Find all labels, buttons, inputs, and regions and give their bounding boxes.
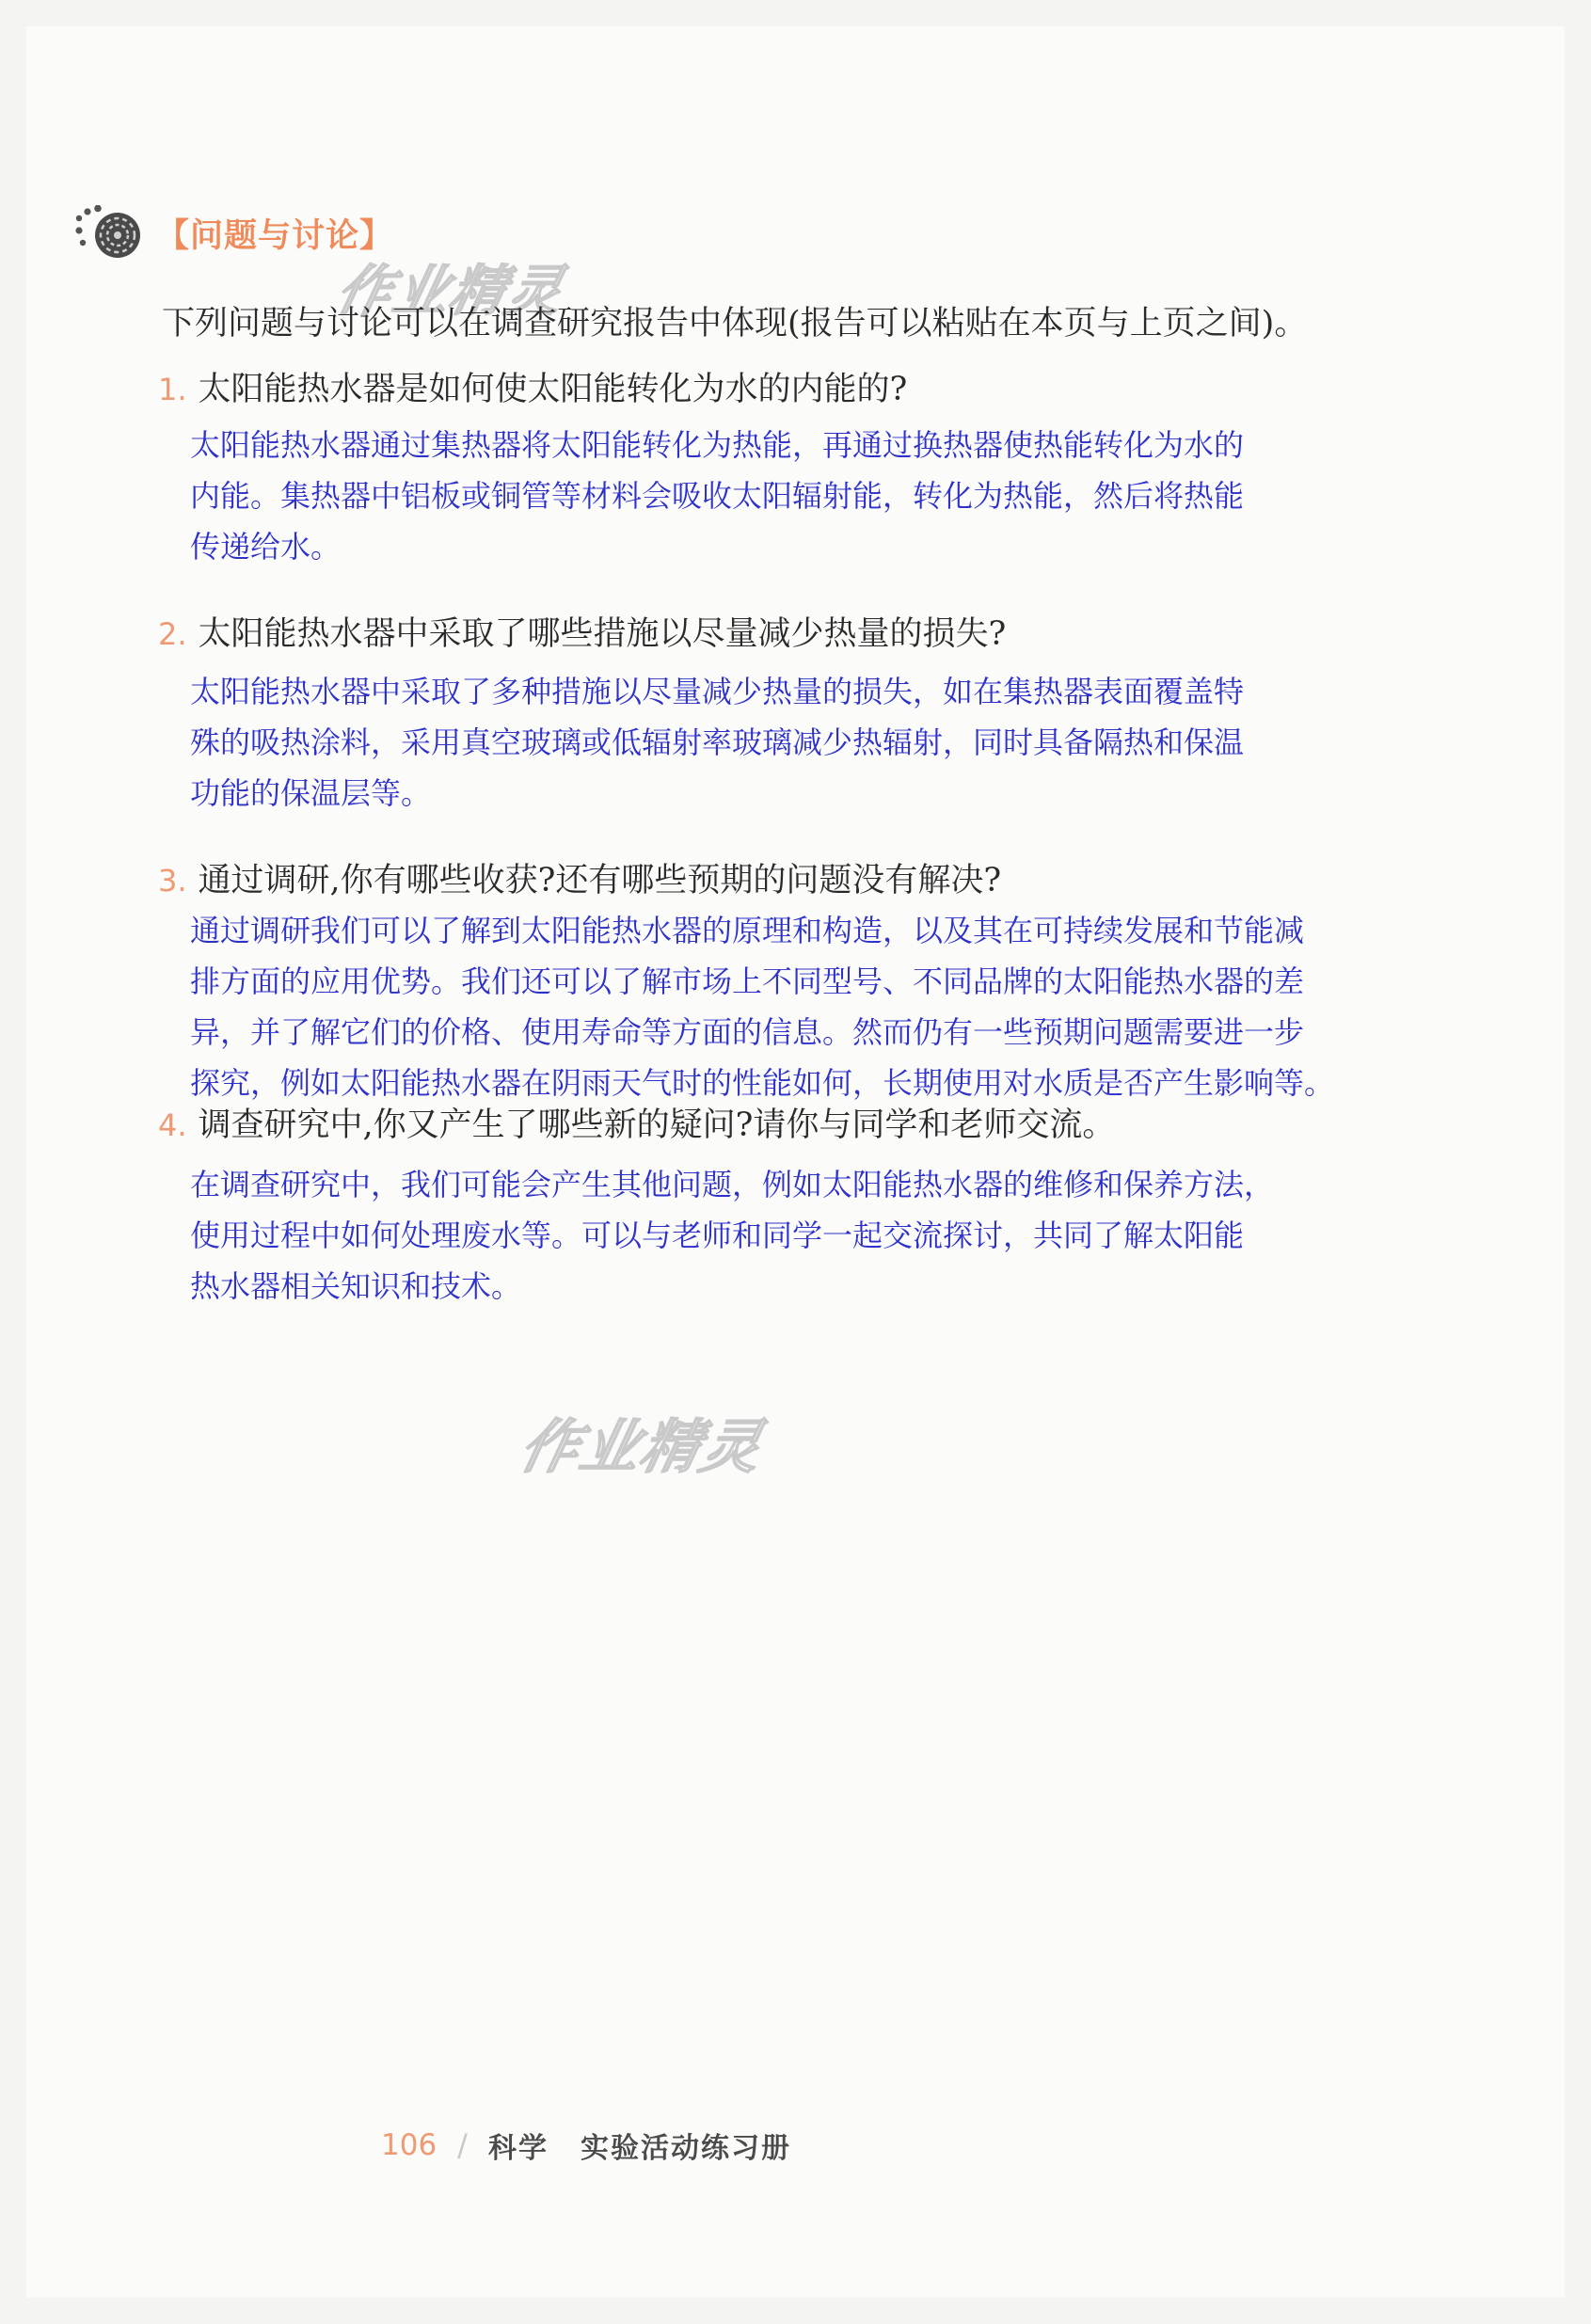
watermark-top: 作业精灵 (330, 259, 571, 323)
question-4 (158, 1101, 1475, 1150)
question-number: 3. (158, 863, 187, 899)
answer-1 (190, 420, 1244, 572)
answer-line: 通过调研我们可以了解到太阳能热水器的原理和构造，以及其在可持续发展和节能减 (190, 913, 1305, 948)
page-footer (381, 2122, 791, 2169)
intro-text: 下列问题与讨论可以在调查研究报告中体现(报告可以粘贴在本页与上页之间)。 (162, 305, 1308, 342)
answer-2 (190, 666, 1244, 819)
answer-line: 功能的保温层等。 (190, 775, 432, 811)
answer-line: 热水器相关知识和技术。 (190, 1268, 522, 1304)
answer-line: 太阳能热水器中采取了多种措施以尽量减少热量的损失，如在集热器表面覆盖特 (190, 674, 1245, 709)
answer-line: 太阳能热水器通过集热器将太阳能转化为热能，再通过换热器使热能转化为水的 (190, 427, 1245, 463)
footer-separator: / (457, 2127, 468, 2163)
answer-line: 殊的吸热涂料，采用真空玻璃或低辐射率玻璃减少热辐射，同时具备隔热和保温 (190, 724, 1245, 760)
question-1 (158, 365, 1475, 414)
answer-line: 异，并了解它们的价格、使用寿命等方面的信息。然而仍有一些预期问题需要进一步 (190, 1014, 1305, 1050)
question-number: 1. (158, 372, 187, 407)
answer-3 (190, 905, 1334, 1108)
answer-line: 探究，例如太阳能热水器在阴雨天气时的性能如何，长期使用对水质是否产生影响等。 (190, 1065, 1335, 1101)
question-text: 太阳能热水器是如何使太阳能转化为水的内能的? (198, 371, 908, 408)
footer-book-title: 实验活动练习册 (580, 2132, 791, 2165)
question-text: 太阳能热水器中采取了哪些措施以尽量减少热量的损失? (198, 615, 1007, 653)
question-3 (158, 856, 1475, 905)
page-number: 106 (381, 2128, 438, 2162)
question-text: 调查研究中,你又产生了哪些新的疑问?请你与同学和老师交流。 (198, 1106, 1116, 1144)
section-title: 【问题与讨论】 (156, 217, 394, 255)
dotted-spiral-icon (73, 205, 152, 262)
question-text: 通过调研,你有哪些收获?还有哪些预期的问题没有解决? (198, 862, 1002, 899)
footer-subject: 科学 (487, 2132, 549, 2165)
question-2 (158, 610, 1475, 659)
watermark-middle: 作业精灵 (514, 1412, 770, 1481)
answer-line: 使用过程中如何处理废水等。可以与老师和同学一起交流探讨，共同了解太阳能 (190, 1218, 1245, 1253)
answer-line: 传递给水。 (190, 529, 342, 565)
answer-4 (190, 1159, 1274, 1312)
answer-line: 排方面的应用优势。我们还可以了解市场上不同型号、不同品牌的太阳能热水器的差 (190, 963, 1305, 999)
question-number: 2. (158, 616, 187, 652)
answer-line: 内能。集热器中铝板或铜管等材料会吸收太阳辐射能，转化为热能，然后将热能 (190, 478, 1245, 514)
answer-line: 在调查研究中，我们可能会产生其他问题，例如太阳能热水器的维修和保养方法， (190, 1167, 1275, 1202)
question-number: 4. (158, 1107, 187, 1143)
